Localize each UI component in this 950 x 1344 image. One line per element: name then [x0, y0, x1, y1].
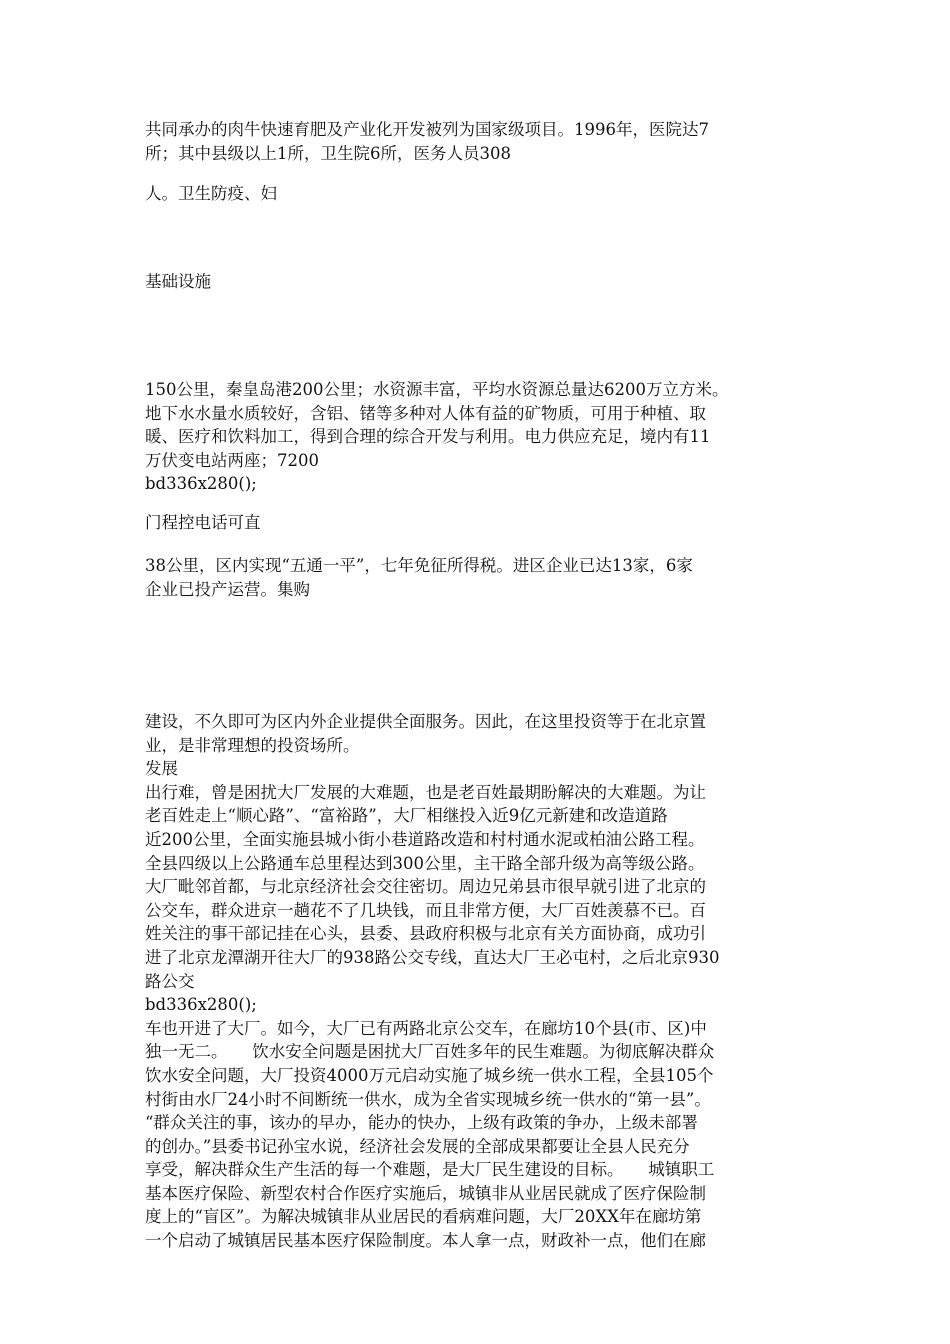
text-line: 路公交 [145, 971, 195, 991]
text-line: 共同承办的肉牛快速育肥及产业化开发被列为国家级项目。1996年，医院达7 [145, 120, 709, 139]
text-line: 的创办。”县委书记孙宝水说，经济社会发展的全部成果都要让全县人民充分 [145, 1136, 690, 1156]
paragraph-resources [145, 378, 813, 496]
text-line: 车也开进了大厂。如今，大厂已有两路北京公交车，在廊坊10个县(市、区)中 [145, 1018, 707, 1038]
section-heading: 基础设施 [145, 272, 211, 291]
heading-infrastructure [145, 270, 813, 294]
text-line: 出行难，曾是困扰大厂发展的大难题，也是老百姓最期盼解决的大难题。为让 [145, 782, 706, 802]
text-line: 建设，不久即可为区内外企业提供全面服务。因此，在这里投资等于在北京置 [145, 712, 706, 731]
text-line: 基本医疗保险、新型农村合作医疗实施后，城镇非从业居民就成了医疗保险制 [145, 1183, 706, 1203]
text-line: “群众关注的事，该办的早办，能办的快办，上级有政策的争办，上级未部署 [145, 1113, 698, 1133]
text-line: 进了北京龙潭湖开往大厂的938路公交专线，直达大厂王必屯村，之后北京930 [145, 947, 720, 967]
paragraph-hospitals [145, 118, 813, 165]
text-line: 业，是非常理想的投资场所。 [145, 735, 360, 755]
text-line: 度上的“盲区”。为解决城镇非从业居民的看病难问题，大厂20XX年在廊坊第 [145, 1207, 702, 1227]
text-line: 一个启动了城镇居民基本医疗保险制度。本人拿一点，财政补一点，他们在廊 [145, 1231, 706, 1251]
text-line: 门程控电话可直 [145, 513, 261, 532]
text-line: 万伏变电站两座；7200 [145, 450, 319, 470]
text-line: 暖、医疗和饮料加工，得到合理的综合开发与利用。电力供应充足，境内有11 [145, 427, 711, 447]
text-line: 大厂毗邻首都，与北京经济社会交往密切。周边兄弟县市很早就引进了北京的 [145, 877, 706, 897]
text-line: 所；其中县级以上1所，卫生院6所，医务人员308 [145, 143, 511, 163]
text-line: 38公里，区内实现“五通一平”，七年免征所得税。进区企业已达13家，6家 [145, 556, 693, 575]
text-line: 近200公里，全面实施县城小街小巷道路改造和村村通水泥或柏油公路工程。 [145, 829, 705, 849]
section-heading: 发展 [145, 759, 178, 779]
text-line: 全县四级以上公路通车总里程达到300公里，主干路全部升级为高等级公路。 [145, 853, 705, 873]
text-line: 村街由水厂24小时不间断统一供水，成为全省实现城乡统一供水的“第一县”。 [145, 1089, 711, 1109]
paragraph-zone [145, 554, 813, 601]
paragraph-health [145, 182, 813, 206]
paragraph-development [145, 710, 813, 1253]
text-line: 饮水安全问题，大厂投资4000万元启动实施了城乡统一供水工程，全县105个 [145, 1065, 714, 1085]
text-line: bd336x280(); [145, 474, 257, 494]
text-line: 人。卫生防疫、妇 [145, 184, 277, 203]
text-line: 姓关注的事干部记挂在心头，县委、县政府积极与北京有关方面协商，成功引 [145, 924, 706, 944]
text-line: 地下水水量水质较好，含铝、锗等多种对人体有益的矿物质，可用于种植、取 [145, 403, 706, 423]
paragraph-telephone [145, 511, 813, 535]
text-line: 公交车，群众进京一趟花不了几块钱，而且非常方便，大厂百姓羡慕不已。百 [145, 900, 706, 920]
text-line: 享受，解决群众生产生活的每一个难题，是大厂民生建设的目标。 城镇职工 [145, 1160, 715, 1180]
text-line: 独一无二。 饮水安全问题是困扰大厂百姓多年的民生难题。为彻底解决群众 [145, 1042, 715, 1062]
text-line: bd336x280(); [145, 995, 257, 1015]
text-line: 老百姓走上“顺心路”、“富裕路”，大厂相继投入近9亿元新建和改造道路 [145, 806, 668, 826]
text-line: 企业已投产运营。集购 [145, 579, 310, 599]
text-line: 150公里，秦皇岛港200公里；水资源丰富，平均水资源总量达6200万立方米。 [145, 380, 729, 399]
